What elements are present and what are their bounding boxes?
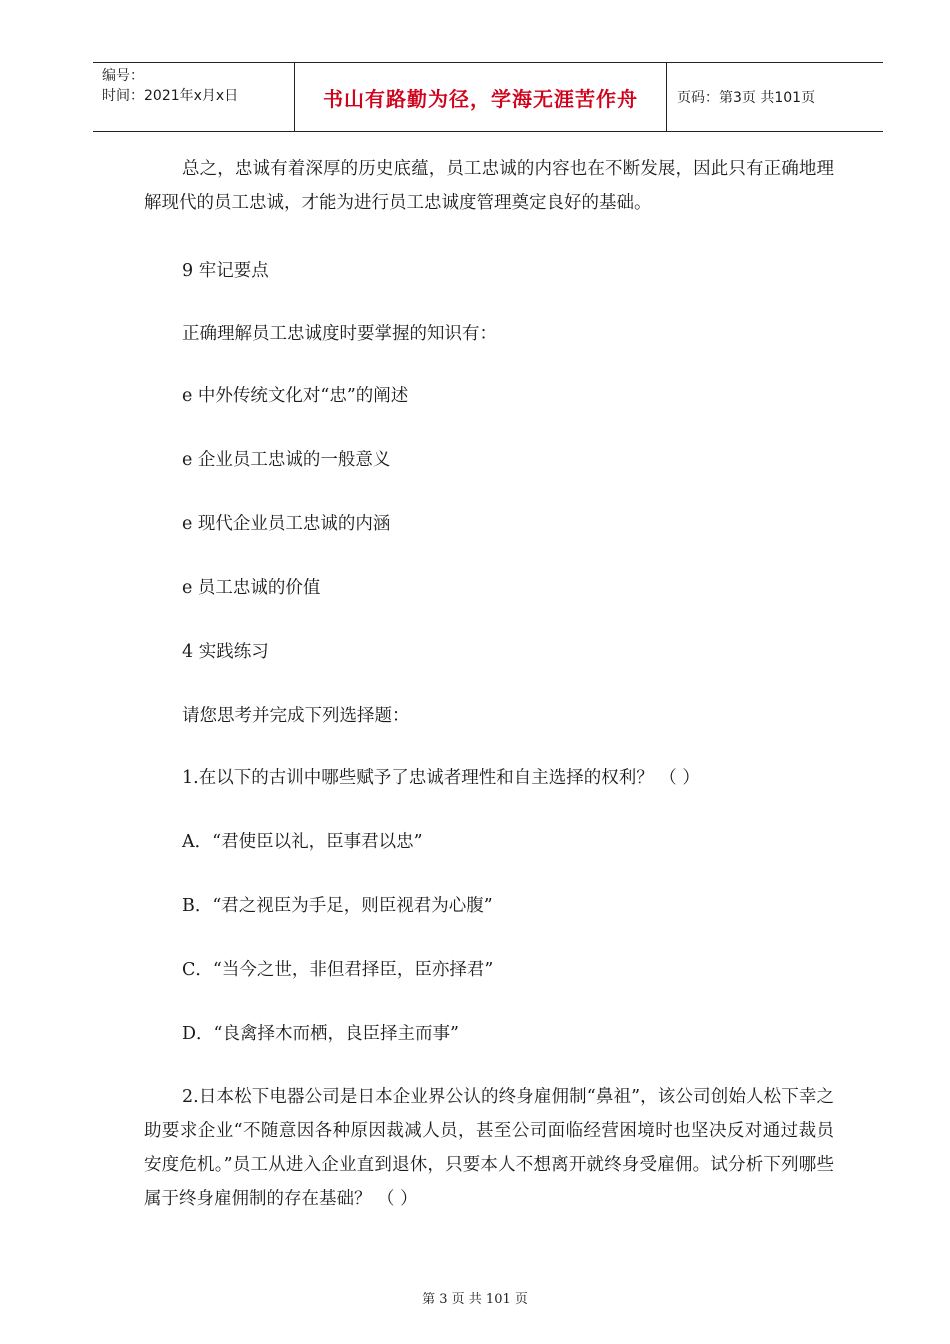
page-info: 页码：第3页 共101页 — [677, 90, 816, 106]
key-point-item: e 企业员工忠诚的一般意义 — [182, 450, 391, 470]
time-label: 时间：2021年x月x日 — [102, 88, 239, 104]
header-meta-cell — [93, 63, 295, 131]
q1-option-a: A．“君使臣以礼，臣事君以忠” — [182, 832, 423, 852]
key-point-item: e 员工忠诚的价值 — [182, 578, 321, 598]
key-points-intro: 正确理解员工忠诚度时要掌握的知识有： — [182, 324, 497, 344]
practice-intro: 请您思考并完成下列选择题： — [182, 706, 410, 726]
page-footer: 第 3 页 共 101 页 — [422, 1292, 528, 1307]
header-table — [93, 62, 883, 132]
motto: 书山有路勤为径，学海无涯苦作舟 — [323, 86, 638, 111]
q1-option-c: C．“当今之世，非但君择臣，臣亦择君” — [182, 960, 494, 980]
q1-option-d: D．“良禽择木而栖，良臣择主而事” — [182, 1024, 459, 1044]
key-point-item: e 现代企业员工忠诚的内涵 — [182, 514, 391, 534]
section-heading-practice: 4 实践练习 — [182, 642, 269, 662]
intro-paragraph: 总之，忠诚有着深厚的历史底蕴，员工忠诚的内容也在不断发展，因此只有正确地理解现代的员工忠诚，才能为进行员工忠诚度管理奠定良好的基础。 — [144, 159, 834, 213]
section-heading-key-points: 9 牢记要点 — [182, 261, 269, 281]
header-motto-cell — [295, 63, 667, 131]
question-2: 2.日本松下电器公司是日本企业界公认的终身雇佣制“鼻祖”，该公司创始人松下幸之助要求企业“不随意因各种原因裁减人员，甚至公司面临经营困境时也坚决反对通过裁员安度危机。”员工从进入企业直到退休，只要本人不想离开就终身受雇佣。试分析下列哪些属于终身雇佣制的存在基础？ （ ） — [144, 1087, 834, 1209]
number-label: 编号： — [102, 68, 144, 84]
q1-option-b: B．“君之视臣为手足，则臣视君为心腹” — [182, 896, 493, 916]
question-1: 1.在以下的古训中哪些赋予了忠诚者理性和自主选择的权利？ （ ） — [182, 768, 700, 788]
header-page-cell — [667, 63, 883, 131]
key-point-item: e 中外传统文化对“忠”的阐述 — [182, 386, 409, 406]
